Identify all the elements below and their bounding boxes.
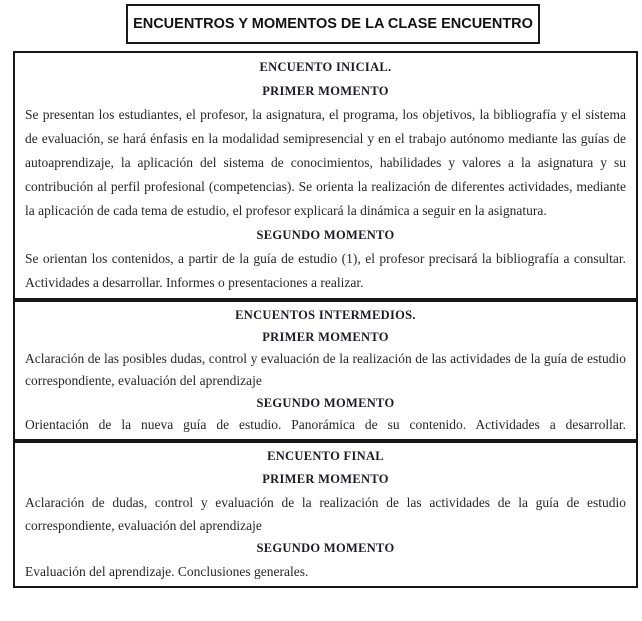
section-encuentro-final <box>13 441 638 588</box>
moment-text-inicial-segundo: Se orientan los contenidos, a partir de la guía de estudio (1), el profesor precisará la bibliografía a consultar. Actividades a desarrollar. Informes o presentaciones a realizar. <box>25 251 626 290</box>
moment-text-final-primer: Aclaración de dudas, control y evaluación de la realización de las actividades de la guía de estudio correspondiente, evaluación del aprendizaje <box>25 495 626 533</box>
section-heading-inicial: ENCUENTO INICIAL. <box>259 60 392 74</box>
moment-label-intermedios-segundo: SEGUNDO MOMENTO <box>256 396 395 410</box>
moment-text-intermedios-primer: Aclaración de las posibles dudas, control y evaluación de la realización de las actividades de la guía de estudio correspondiente, evaluación del aprendizaje <box>25 351 626 388</box>
moment-label-intermedios-primer: PRIMER MOMENTO <box>262 330 389 344</box>
moment-label-final-segundo: SEGUNDO MOMENTO <box>256 541 395 555</box>
section-heading-intermedios: ENCUENTOS INTERMEDIOS. <box>235 308 416 322</box>
moment-label-final-primer: PRIMER MOMENTO <box>262 472 389 486</box>
section-encuentros-intermedios <box>13 300 638 441</box>
section-encuentro-inicial <box>13 51 638 300</box>
moment-label-inicial-segundo: SEGUNDO MOMENTO <box>256 228 395 242</box>
sections-container <box>13 51 638 588</box>
moment-text-final-segundo: Evaluación del aprendizaje. Conclusiones generales. <box>25 564 309 579</box>
moment-label-inicial-primer: PRIMER MOMENTO <box>262 84 389 98</box>
section-heading-final: ENCUENTO FINAL <box>267 449 384 463</box>
moment-text-inicial-primer: Se presentan los estudiantes, el profesor, la asignatura, el programa, los objetivos, la bibliografía y el sistema de evaluación, se hará énfasis en la modalidad semipresencial y en el trabajo autónomo mediante las guías de autoaprendizaje, la aplicación del sistema de conocimientos, habilidades y valores a la asignatura y su contribución al perfil profesional (competencias). Se orienta la realización de diferentes actividades, mediante la aplicación de cada tema de estudio, el profesor explicará la dinámica a seguir en la asignatura. <box>25 107 626 218</box>
moment-text-intermedios-segundo: Orientación de la nueva guía de estudio. Panorámica de su contenido. Actividades a desarrollar. <box>25 417 626 432</box>
document-title: ENCUENTROS Y MOMENTOS DE LA CLASE ENCUENTRO <box>133 16 533 32</box>
document-title-box <box>126 4 540 44</box>
